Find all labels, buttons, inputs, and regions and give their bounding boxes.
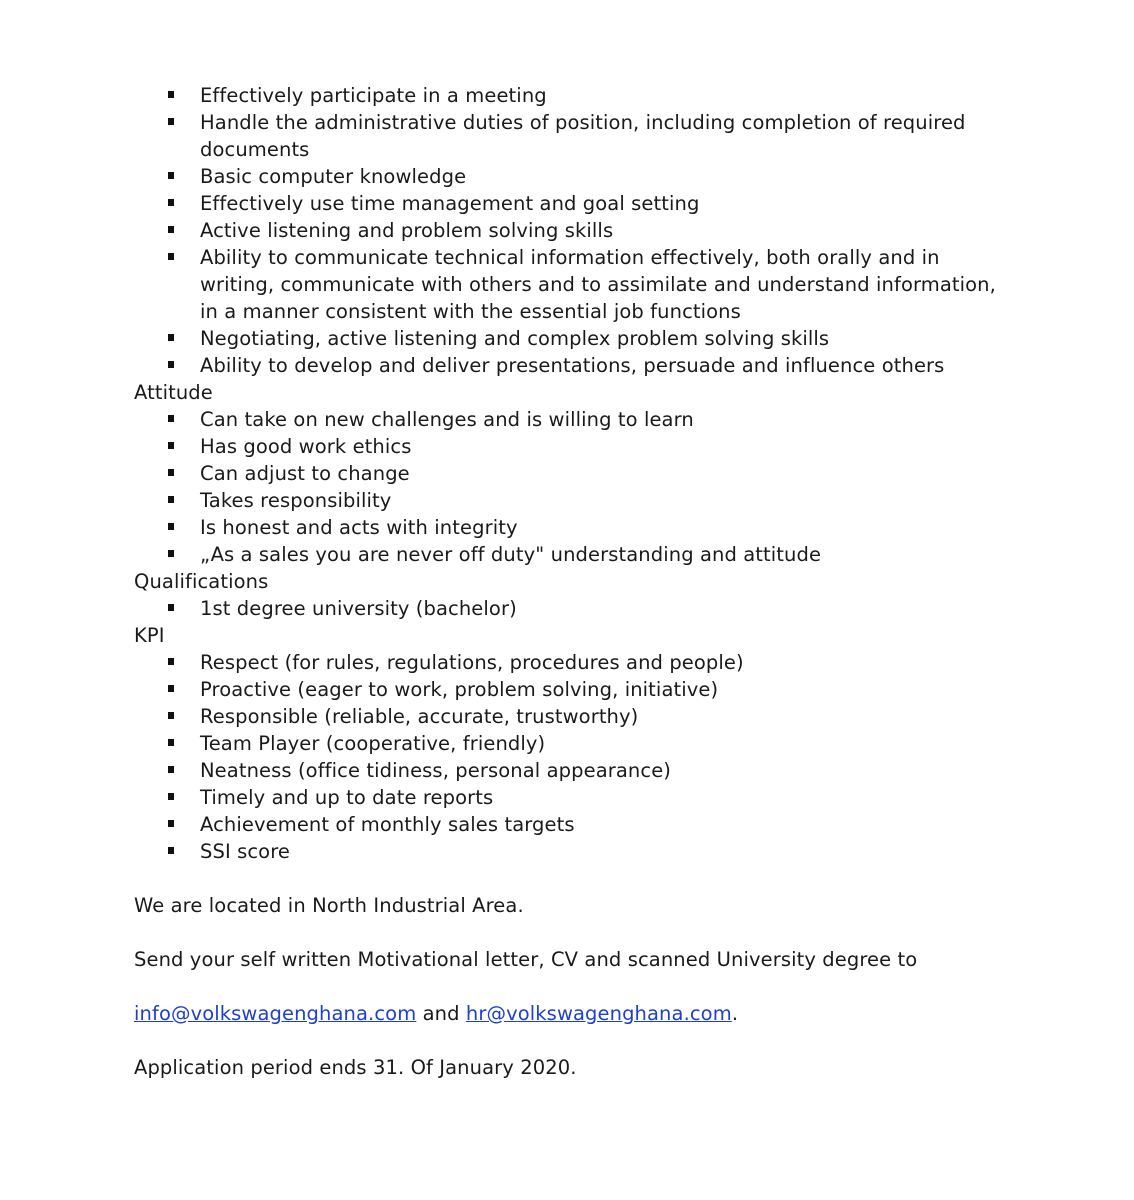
square-bullet-icon <box>168 334 174 341</box>
kpi-list <box>134 649 1014 865</box>
square-bullet-icon <box>168 739 174 746</box>
list-item: SSI score <box>200 838 1014 865</box>
attitude-heading: Attitude <box>134 381 213 404</box>
list-item: Respect (for rules, regulations, procedures and people) <box>200 649 1014 676</box>
square-bullet-icon <box>168 712 174 719</box>
list-item: Can adjust to change <box>200 460 1014 487</box>
list-item: Responsible (reliable, accurate, trustworthy) <box>200 703 1014 730</box>
list-item: Takes responsibility <box>200 487 1014 514</box>
qualifications-list <box>134 595 1014 622</box>
square-bullet-icon <box>168 253 174 260</box>
list-item: Negotiating, active listening and complex problem solving skills <box>200 325 1014 352</box>
document-body <box>134 82 1014 1081</box>
square-bullet-icon <box>168 118 174 125</box>
square-bullet-icon <box>168 91 174 98</box>
list-item: Team Player (cooperative, friendly) <box>200 730 1014 757</box>
square-bullet-icon <box>168 820 174 827</box>
spacer <box>134 973 1014 1000</box>
square-bullet-icon <box>168 604 174 611</box>
list-item: Active listening and problem solving skills <box>200 217 1014 244</box>
qualifications-heading: Qualifications <box>134 570 269 593</box>
location-text: We are located in North Industrial Area. <box>134 894 524 917</box>
list-item: 1st degree university (bachelor) <box>200 595 1014 622</box>
list-item: Ability to communicate technical information effectively, both orally and in writing, communicate with others and to assimilate and understand information, in a manner consistent with the essential job functions <box>200 244 1014 325</box>
spacer <box>134 1027 1014 1054</box>
square-bullet-icon <box>168 550 174 557</box>
list-item: Is honest and acts with integrity <box>200 514 1014 541</box>
square-bullet-icon <box>168 523 174 530</box>
spacer <box>134 865 1014 892</box>
square-bullet-icon <box>168 658 174 665</box>
list-item: Has good work ethics <box>200 433 1014 460</box>
list-item: „As a sales you are never off duty" understanding and attitude <box>200 541 1014 568</box>
spacer <box>134 919 1014 946</box>
send-instructions-text: Send your self written Motivational letter, CV and scanned University degree to <box>134 948 918 971</box>
list-item: Proactive (eager to work, problem solving, initiative) <box>200 676 1014 703</box>
deadline-text: Application period ends 31. Of January 2020. <box>134 1056 577 1079</box>
square-bullet-icon <box>168 793 174 800</box>
list-item: Neatness (office tidiness, personal appearance) <box>200 757 1014 784</box>
contact-emails <box>134 1000 1014 1027</box>
list-item: Can take on new challenges and is willing to learn <box>200 406 1014 433</box>
square-bullet-icon <box>168 226 174 233</box>
square-bullet-icon <box>168 415 174 422</box>
kpi-heading: KPI <box>134 624 165 647</box>
skills-list <box>134 82 1014 379</box>
list-item: Achievement of monthly sales targets <box>200 811 1014 838</box>
square-bullet-icon <box>168 442 174 449</box>
list-item: Timely and up to date reports <box>200 784 1014 811</box>
square-bullet-icon <box>168 685 174 692</box>
square-bullet-icon <box>168 199 174 206</box>
square-bullet-icon <box>168 469 174 476</box>
list-item: Effectively participate in a meeting <box>200 82 1014 109</box>
info-email-link[interactable]: info@volkswagenghana.com <box>134 1002 417 1025</box>
list-item: Ability to develop and deliver presentations, persuade and influence others <box>200 352 1014 379</box>
square-bullet-icon <box>168 361 174 368</box>
conjunction-text: and <box>422 1002 460 1025</box>
list-item: Handle the administrative duties of position, including completion of required documents <box>200 109 1014 163</box>
hr-email-link[interactable]: hr@volkswagenghana.com <box>465 1002 732 1025</box>
list-item: Effectively use time management and goal setting <box>200 190 1014 217</box>
end-punctuation: . <box>731 1002 739 1025</box>
list-item: Basic computer knowledge <box>200 163 1014 190</box>
square-bullet-icon <box>168 847 174 854</box>
attitude-list <box>134 406 1014 568</box>
square-bullet-icon <box>168 496 174 503</box>
square-bullet-icon <box>168 172 174 179</box>
square-bullet-icon <box>168 766 174 773</box>
